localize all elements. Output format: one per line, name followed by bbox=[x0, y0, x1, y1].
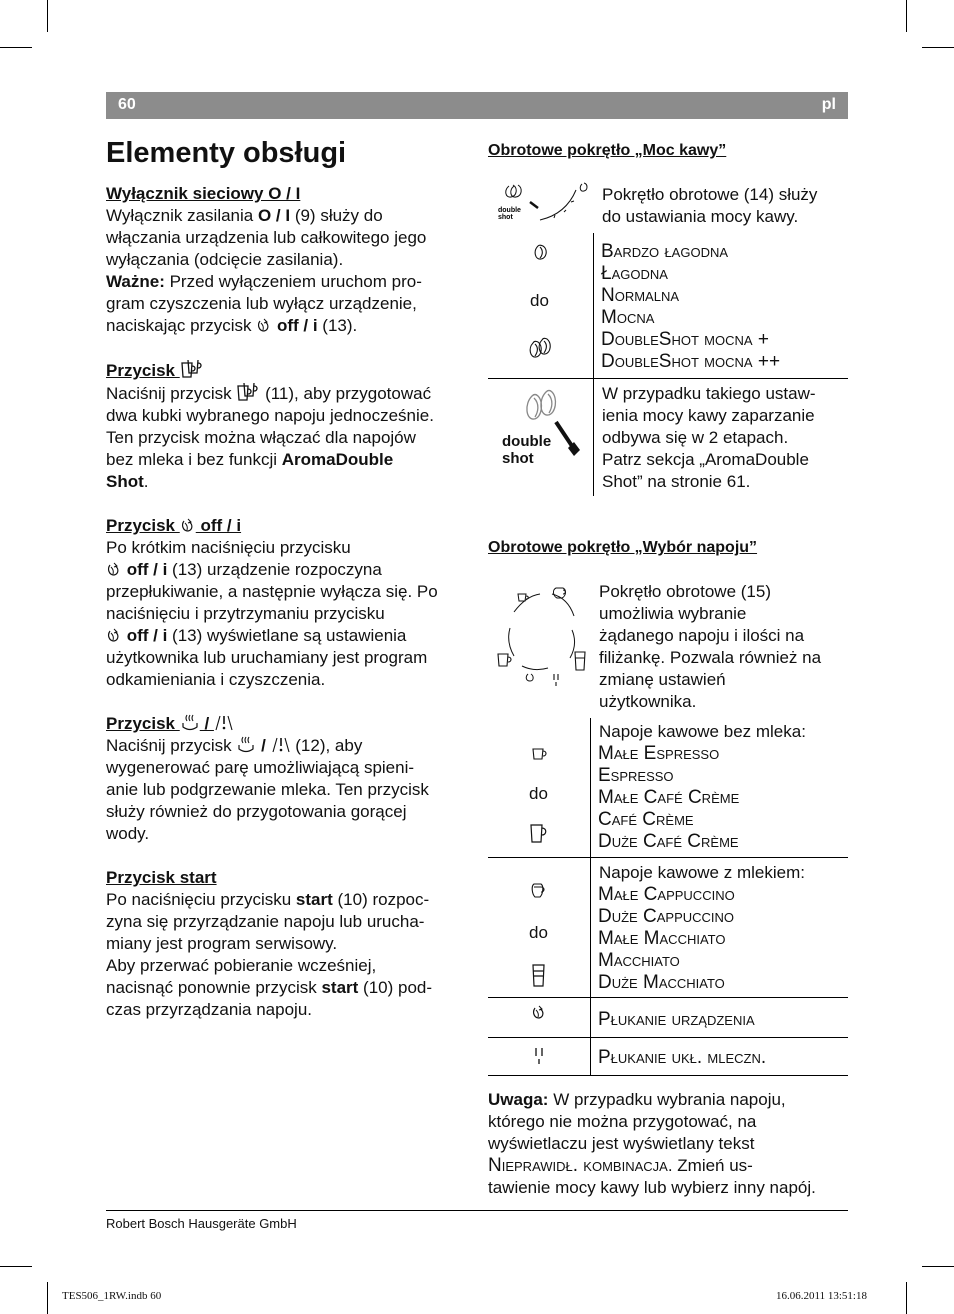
text: Przycisk bbox=[106, 361, 175, 380]
text: wyłączania (odcięcie zasilania). bbox=[106, 250, 344, 269]
text: (13) wyświetlane są ustawienia bbox=[167, 626, 407, 645]
large-cup-icon bbox=[528, 823, 550, 845]
cappuccino-cup-icon bbox=[529, 882, 549, 900]
crop-mark bbox=[906, 0, 907, 32]
double-cup-icon bbox=[180, 359, 204, 379]
footer-rule bbox=[106, 1210, 848, 1211]
table-rule bbox=[488, 997, 848, 998]
text: (12), aby bbox=[290, 736, 363, 755]
text: naciskając przycisk bbox=[106, 316, 257, 335]
section-heading-off-button bbox=[106, 515, 468, 537]
table-divider bbox=[590, 718, 591, 1076]
hot-water-icon bbox=[214, 714, 234, 732]
left-column bbox=[106, 183, 468, 1021]
small-cup-icon bbox=[530, 746, 550, 762]
text: wyświetlaczu jest wyświetlany tekst bbox=[488, 1134, 755, 1153]
text: którego nie można przygotować, na bbox=[488, 1112, 757, 1131]
text: ienia mocy kawy zaparzanie bbox=[602, 406, 815, 425]
range-to-label: do bbox=[529, 923, 548, 942]
text: anie lub podgrzewanie mleka. Ten przycisk bbox=[106, 780, 429, 799]
text: filiżankę. Pozwala również na bbox=[599, 648, 822, 667]
bean-rinse-icon bbox=[106, 562, 122, 578]
no-milk-heading: Napoje kawowe bez mleka: bbox=[599, 722, 806, 741]
text: (11), aby przygotować bbox=[260, 384, 432, 403]
strength-knob-description bbox=[602, 184, 817, 228]
range-to-label: do bbox=[529, 784, 548, 803]
text: start bbox=[321, 978, 359, 997]
svg-text:shot: shot bbox=[498, 214, 513, 221]
text: / bbox=[199, 714, 214, 733]
footer-company: Robert Bosch Hausgeräte GmbH bbox=[106, 1216, 297, 1231]
page-title: Elementy obsługi bbox=[106, 137, 347, 169]
strength-list bbox=[601, 241, 780, 373]
text: Shot” na stronie 61. bbox=[602, 472, 751, 491]
range-to-label: do bbox=[530, 291, 549, 310]
text: off / i bbox=[276, 316, 318, 335]
drink-knob-diagram bbox=[492, 582, 592, 692]
crop-mark bbox=[0, 1266, 32, 1267]
crop-mark bbox=[47, 1282, 48, 1314]
note-paragraph bbox=[488, 1089, 816, 1199]
macchiato-glass-icon bbox=[530, 963, 548, 989]
text: off / i bbox=[122, 560, 168, 579]
bean-rinse-icon bbox=[531, 1005, 547, 1021]
text: przepłukiwanie, a następnie wyłącza się. Po bbox=[106, 582, 438, 601]
text: double bbox=[502, 433, 552, 450]
steam-icon bbox=[180, 714, 200, 732]
text: zmianę ustawień bbox=[599, 670, 726, 689]
text: Po naciśnięciu przycisku bbox=[106, 890, 296, 909]
text: / bbox=[256, 736, 271, 755]
rinse-milk-label: Płukanie ukł. mleczn. bbox=[598, 1047, 767, 1068]
text: użytkownika lub uruchamiany jest program bbox=[106, 648, 428, 667]
section-heading-steam-button bbox=[106, 713, 468, 735]
text: gram czyszczenia lub wyłącz urządzenie, bbox=[106, 294, 417, 313]
text: wygenerować parę umożliwiającą spieni- bbox=[106, 758, 415, 777]
text: użytkownika. bbox=[599, 692, 697, 711]
text: tawienie mocy kawy lub wybierz inny napój. bbox=[488, 1178, 816, 1197]
double-shot-description bbox=[602, 383, 816, 493]
text: żądanego napoju i ilości na bbox=[599, 626, 805, 645]
section-heading-strength-knob: Obrotowe pokrętło „Moc kawy” bbox=[488, 142, 727, 159]
drink-knob-description bbox=[599, 581, 821, 713]
crop-mark bbox=[906, 1282, 907, 1314]
drink-item: Małe Espresso bbox=[598, 743, 720, 764]
text: umożliwia wybranie bbox=[599, 604, 747, 623]
drink-item: Macchiato bbox=[598, 950, 680, 971]
text: Naciśnij przycisk bbox=[106, 384, 237, 403]
strength-item: Bardzo łagodna bbox=[601, 241, 729, 262]
crop-mark bbox=[47, 0, 48, 32]
text: Patrz sekcja „AromaDouble bbox=[602, 450, 809, 469]
text: Przed wyłączeniem uruchom pro- bbox=[164, 272, 422, 291]
text: nacisnąć ponownie przycisk bbox=[106, 978, 322, 997]
drink-item: Małe Macchiato bbox=[598, 928, 726, 949]
text: Shot bbox=[106, 472, 144, 491]
text: do ustawiania mocy kawy. bbox=[602, 207, 799, 226]
text: O / I bbox=[257, 206, 291, 225]
section-heading-start-button: Przycisk start bbox=[106, 868, 217, 887]
text: Wyłącznik zasilania bbox=[106, 206, 258, 225]
text: Ważne: bbox=[106, 272, 165, 291]
text: dwa kubki wybranego napoju jednocześnie. bbox=[106, 406, 434, 425]
bean-rinse-icon bbox=[106, 628, 122, 644]
double-cup-icon bbox=[236, 382, 260, 402]
text: W przypadku wybrania napoju, bbox=[548, 1090, 786, 1109]
text: czas przyrządzania napoju. bbox=[106, 1000, 313, 1019]
slug-file-info: TES506_1RW.indb 60 bbox=[62, 1290, 162, 1302]
double-shot-label bbox=[502, 433, 551, 467]
text: off / i bbox=[195, 516, 242, 535]
text: . Zmień us- bbox=[667, 1156, 753, 1175]
text: Uwaga: bbox=[488, 1090, 549, 1109]
hot-water-icon bbox=[271, 736, 291, 754]
text: odkamieniania i czyszczenia. bbox=[106, 670, 326, 689]
text: (13). bbox=[317, 316, 358, 335]
text: wody. bbox=[106, 824, 150, 843]
table-divider bbox=[593, 233, 594, 496]
text: (10) pod- bbox=[358, 978, 433, 997]
text: AromaDouble bbox=[281, 450, 394, 469]
crop-mark bbox=[922, 1266, 954, 1267]
strength-knob-diagram bbox=[494, 180, 594, 226]
milk-heading: Napoje kawowe z mlekiem: bbox=[599, 863, 805, 882]
bean-rinse-icon bbox=[180, 518, 196, 534]
table-rule bbox=[488, 1037, 848, 1038]
section-heading-double-cup bbox=[106, 359, 468, 382]
section-heading-power-switch: Wyłącznik sieciowy O / I bbox=[106, 184, 301, 203]
strength-item: DoubleShot mocna ++ bbox=[601, 351, 781, 372]
text: zyna się przyrządzanie napoju lub urucha- bbox=[106, 912, 425, 931]
slug-timestamp: 16.06.2011 13:51:18 bbox=[776, 1290, 867, 1302]
table-rule bbox=[488, 857, 848, 858]
strength-item: Łagodna bbox=[601, 263, 668, 284]
text: Naciśnij przycisk bbox=[106, 736, 237, 755]
steam-icon bbox=[236, 736, 256, 754]
table-rule bbox=[488, 1075, 848, 1076]
crop-mark bbox=[0, 47, 32, 48]
table-rule bbox=[488, 378, 848, 379]
text: (10) rozpoc- bbox=[332, 890, 430, 909]
page-number: 60 bbox=[118, 96, 136, 113]
text: Pokrętło obrotowe (15) bbox=[599, 582, 771, 601]
text: Przycisk bbox=[106, 714, 180, 733]
svg-text:double: double bbox=[498, 207, 521, 214]
drink-item: Café Crème bbox=[598, 809, 694, 830]
header-bar bbox=[106, 92, 848, 119]
mild-bean-icon bbox=[532, 243, 550, 263]
text: (9) służy do bbox=[290, 206, 383, 225]
drink-item: Duże Cappuccino bbox=[598, 906, 735, 927]
strength-item: Normalna bbox=[601, 285, 680, 306]
strength-item: DoubleShot mocna + bbox=[601, 329, 769, 350]
text: shot bbox=[502, 450, 534, 467]
strong-bean-icon bbox=[527, 337, 555, 361]
text: start bbox=[295, 890, 333, 909]
text: Po krótkim naciśnięciu przycisku bbox=[106, 538, 351, 557]
text: W przypadku takiego ustaw- bbox=[602, 384, 816, 403]
drink-item: Espresso bbox=[598, 765, 674, 786]
text: bez mleka i bez funkcji bbox=[106, 450, 282, 469]
drink-item: Duże Macchiato bbox=[598, 972, 725, 993]
text: (13) urządzenie rozpoczyna bbox=[167, 560, 382, 579]
text: Ten przycisk można włączać dla napojów bbox=[106, 428, 416, 447]
text: miany jest program serwisowy. bbox=[106, 934, 338, 953]
section-heading-drink-knob: Obrotowe pokrętło „Wybór napoju” bbox=[488, 539, 758, 556]
text: służy również do przygotowania gorącej bbox=[106, 802, 407, 821]
language-code: pl bbox=[821, 96, 836, 113]
strength-item: Mocna bbox=[601, 307, 655, 328]
text: włączania urządzenia lub całkowitego jego bbox=[106, 228, 427, 247]
drink-item: Małe Cappuccino bbox=[598, 884, 735, 905]
text: Aby przerwać pobieranie wcześniej, bbox=[106, 956, 377, 975]
milk-list bbox=[598, 884, 735, 994]
text: Nieprawidł. kombinacja bbox=[488, 1155, 668, 1176]
drink-item: Małe Café Crème bbox=[598, 787, 740, 808]
drink-item: Duże Café Crème bbox=[598, 831, 739, 852]
no-milk-list bbox=[598, 743, 739, 853]
text: Pokrętło obrotowe (14) służy bbox=[602, 185, 818, 204]
text: odbywa się w 2 etapach. bbox=[602, 428, 789, 447]
text: . bbox=[143, 472, 149, 491]
text: Przycisk bbox=[106, 516, 180, 535]
text: off / i bbox=[122, 626, 168, 645]
milk-rinse-icon bbox=[531, 1046, 547, 1066]
crop-mark bbox=[922, 47, 954, 48]
rinse-device-label: Płukanie urządzenia bbox=[598, 1009, 755, 1030]
bean-rinse-icon bbox=[256, 318, 272, 334]
text: naciśnięciu i przytrzymaniu przycisku bbox=[106, 604, 385, 623]
